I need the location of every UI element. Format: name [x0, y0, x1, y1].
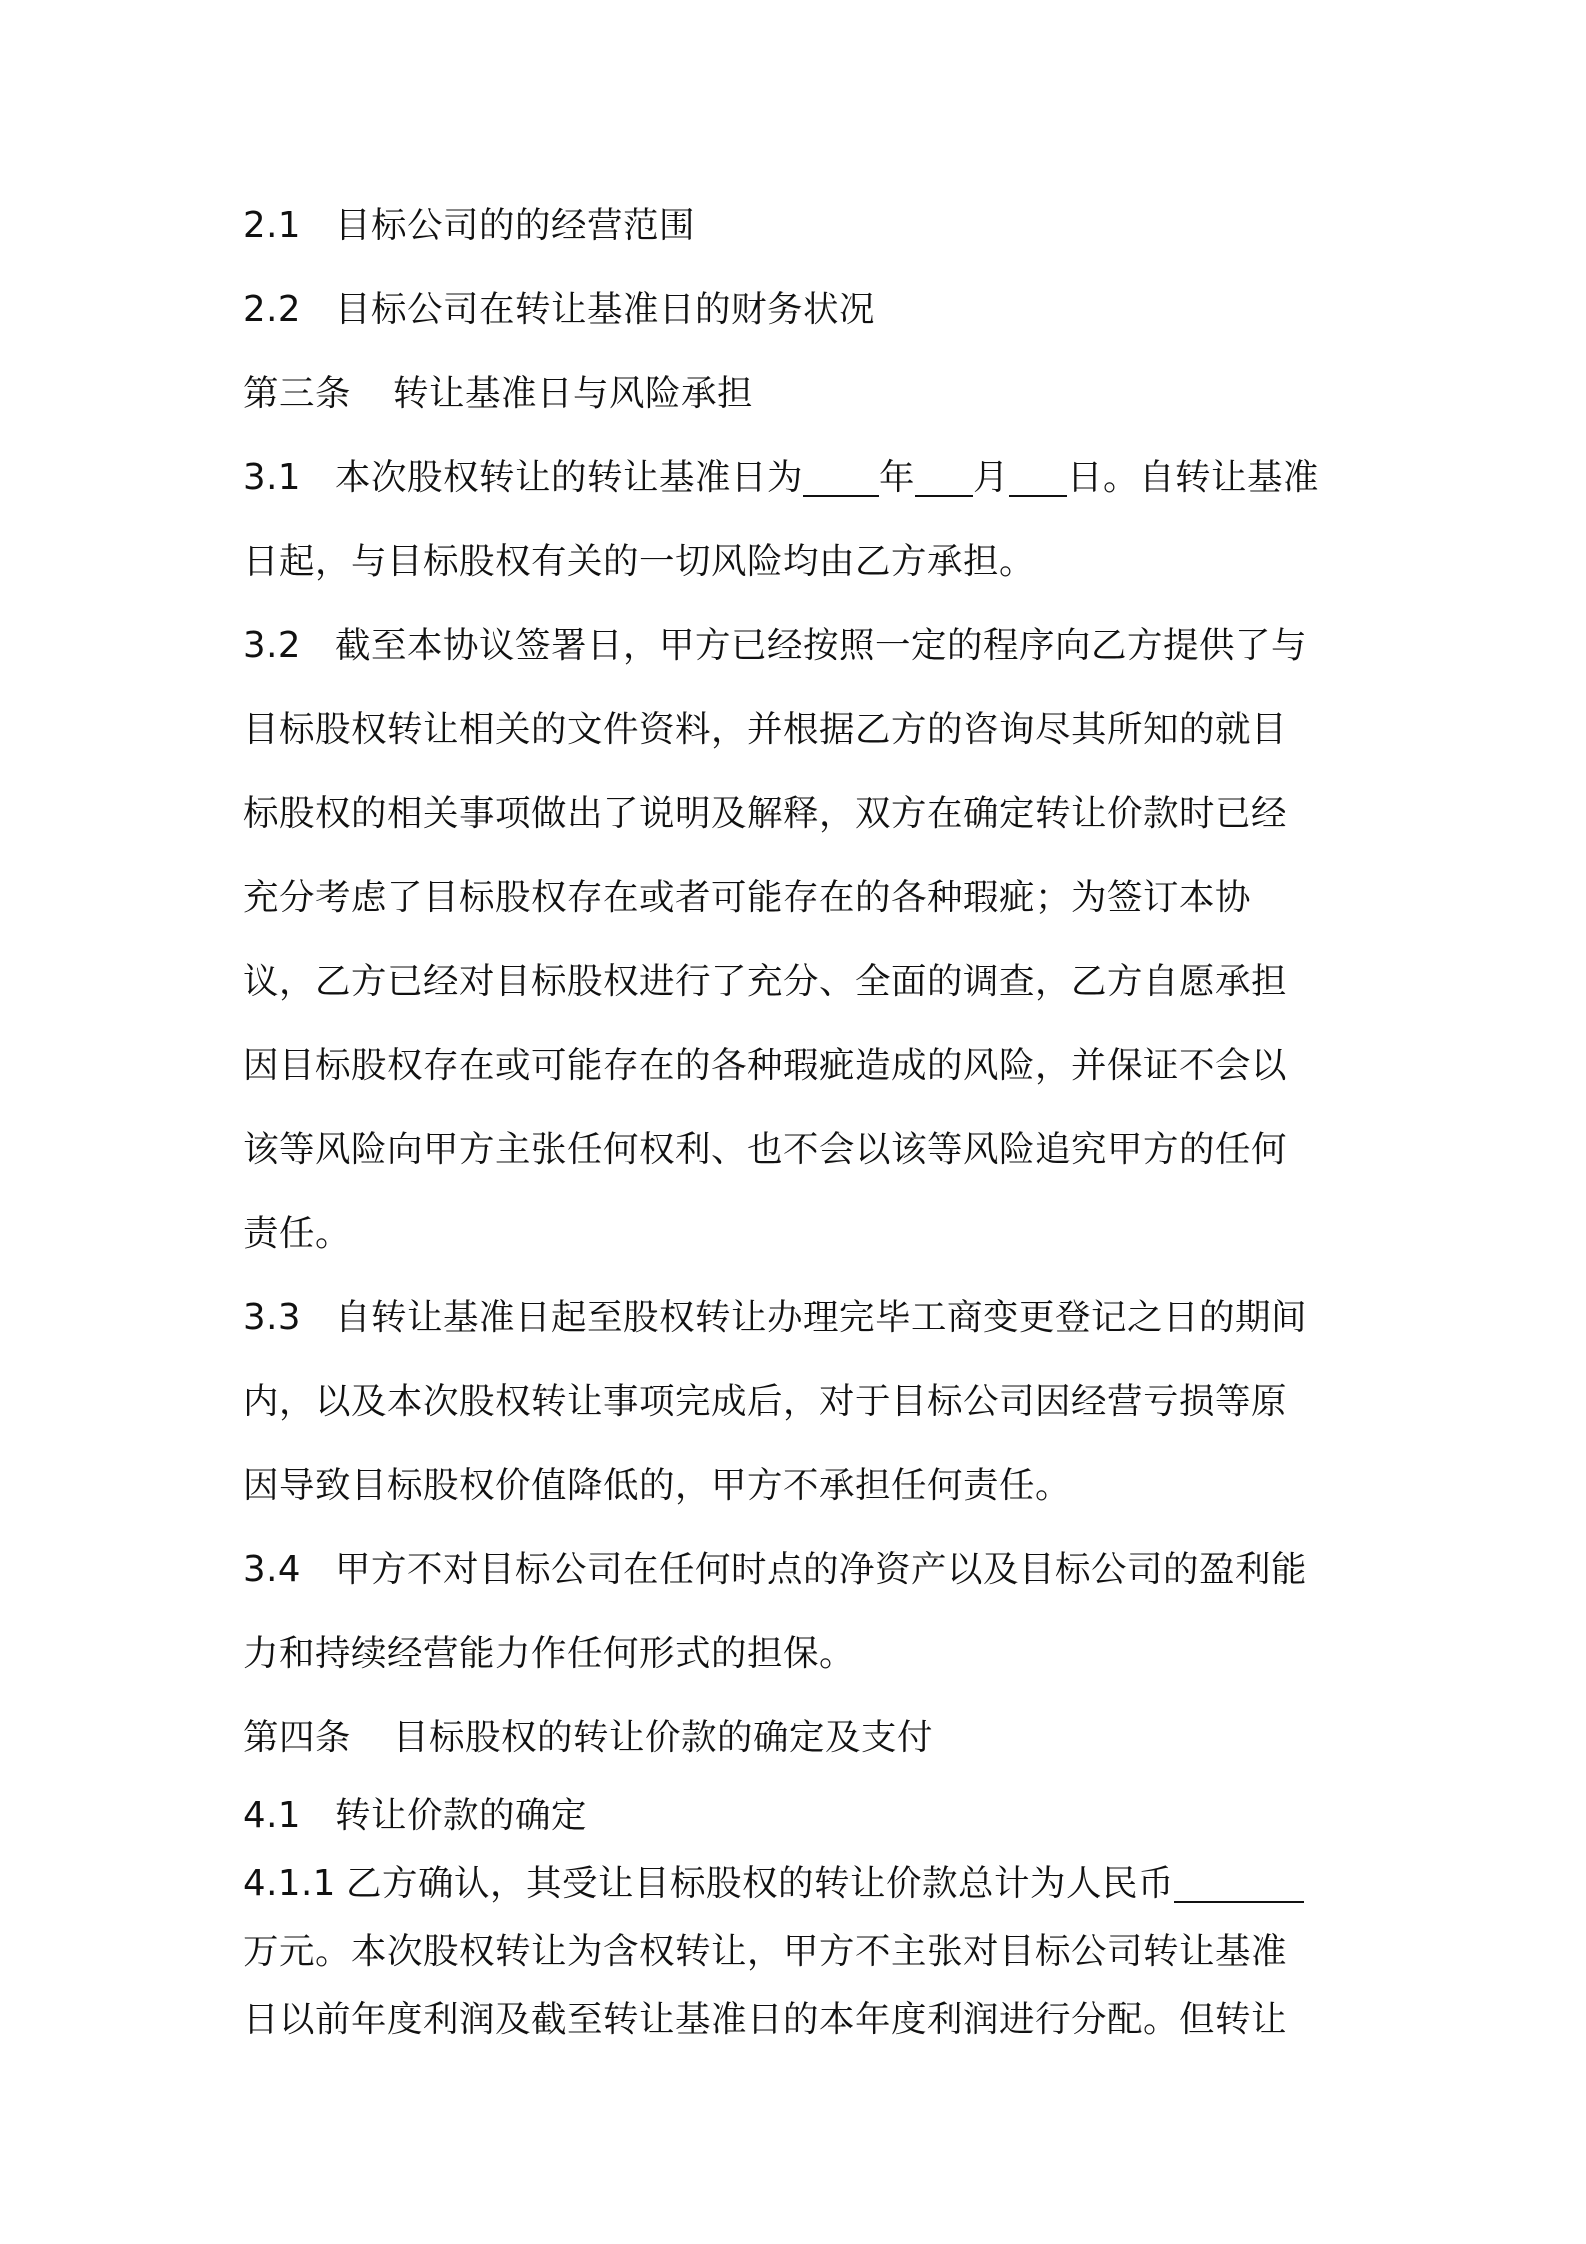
- clause-3-2-line-5: [243, 956, 1287, 1008]
- article-3-heading: [243, 368, 753, 420]
- clause-number: 3.3: [243, 1297, 301, 1338]
- clause-text: 标股权的相关事项做出了说明及解释，双方在确定转让价款时已经: [243, 793, 1288, 834]
- clause-text: 日。自转让基准: [1067, 457, 1320, 498]
- clause-number: 4.1.1: [243, 1863, 336, 1904]
- clause-number: 3.1: [243, 457, 301, 498]
- clause-number: 3.2: [243, 625, 301, 666]
- clause-text: 因导致目标股权价值降低的，甲方不承担任何责任。: [243, 1465, 1072, 1506]
- month-blank: [915, 455, 973, 497]
- clause-text: 责任。: [243, 1213, 352, 1254]
- clause-4-1-1-line-1: [243, 1858, 1304, 1910]
- clause-2-2: [243, 284, 875, 336]
- clause-text: 因目标股权存在或可能存在的各种瑕疵造成的风险，并保证不会以: [243, 1045, 1288, 1086]
- clause-4-1-1-line-2: [243, 1926, 1287, 1978]
- clause-number: 2.2: [243, 289, 301, 330]
- clause-text: 议，乙方已经对目标股权进行了充分、全面的调查，乙方自愿承担: [243, 961, 1288, 1002]
- clause-text: 日起，与目标股权有关的一切风险均由乙方承担。: [243, 541, 1036, 582]
- article-number: 第四条: [243, 1717, 352, 1758]
- clause-3-3-line-3: [243, 1460, 1071, 1512]
- clause-3-4-line-1: [243, 1544, 1307, 1596]
- clause-text: 力和持续经营能力作任何形式的担保。: [243, 1633, 856, 1674]
- clause-number: 4.1: [243, 1795, 301, 1836]
- clause-text: 截至本协议签署日，甲方已经按照一定的程序向乙方提供了与: [335, 625, 1308, 666]
- clause-4-1-1-line-3: [243, 1994, 1287, 2046]
- month-label: 月: [973, 457, 1010, 498]
- clause-3-2-line-3: [243, 788, 1287, 840]
- clause-3-2-line-1: [243, 620, 1307, 672]
- clause-text: 乙方确认，其受让目标股权的转让价款总计为人民币: [346, 1863, 1175, 1904]
- clause-3-2-line-7: [243, 1124, 1287, 1176]
- amount-blank: [1174, 1861, 1304, 1903]
- clause-text: 万元。本次股权转让为含权转让，甲方不主张对目标公司转让基准: [243, 1931, 1288, 1972]
- clause-3-3-line-1: [243, 1292, 1307, 1344]
- clause-text: 目标股权转让相关的文件资料，并根据乙方的咨询尽其所知的就目: [243, 709, 1288, 750]
- clause-text: 目标公司在转让基准日的财务状况: [335, 289, 876, 330]
- clause-3-1-line-2: [243, 536, 1035, 588]
- clause-text: 内，以及本次股权转让事项完成后，对于目标公司因经营亏损等原: [243, 1381, 1288, 1422]
- clause-3-2-line-8: [243, 1208, 351, 1260]
- clause-3-2-line-6: [243, 1040, 1287, 1092]
- clause-3-4-line-2: [243, 1628, 855, 1680]
- clause-number: 3.4: [243, 1549, 301, 1590]
- clause-3-1-line-1: [243, 452, 1319, 504]
- clause-text: 本次股权转让的转让基准日为: [335, 457, 804, 498]
- article-number: 第三条: [243, 373, 352, 414]
- article-title: 目标股权的转让价款的确定及支付: [393, 1717, 934, 1758]
- article-4-heading: [243, 1712, 933, 1764]
- clause-number: 2.1: [243, 205, 301, 246]
- clause-text: 该等风险向甲方主张任何权利、也不会以该等风险追究甲方的任何: [243, 1129, 1288, 1170]
- clause-text: 充分考虑了目标股权存在或者可能存在的各种瑕疵；为签订本协: [243, 877, 1252, 918]
- clause-text: 目标公司的的经营范围: [335, 205, 696, 246]
- clause-text: 日以前年度利润及截至转让基准日的本年度利润进行分配。但转让: [243, 1999, 1288, 2040]
- year-blank: [803, 455, 879, 497]
- clause-3-3-line-2: [243, 1376, 1287, 1428]
- clause-2-1: [243, 200, 695, 252]
- clause-3-2-line-4: [243, 872, 1251, 924]
- clause-text: 甲方不对目标公司在任何时点的净资产以及目标公司的盈利能: [335, 1549, 1308, 1590]
- day-blank: [1009, 455, 1067, 497]
- clause-text: 自转让基准日起至股权转让办理完毕工商变更登记之日的期间: [335, 1297, 1308, 1338]
- clause-4-1: [243, 1790, 587, 1842]
- clause-3-2-line-2: [243, 704, 1287, 756]
- year-label: 年: [879, 457, 916, 498]
- article-title: 转让基准日与风险承担: [393, 373, 754, 414]
- clause-text: 转让价款的确定: [335, 1795, 588, 1836]
